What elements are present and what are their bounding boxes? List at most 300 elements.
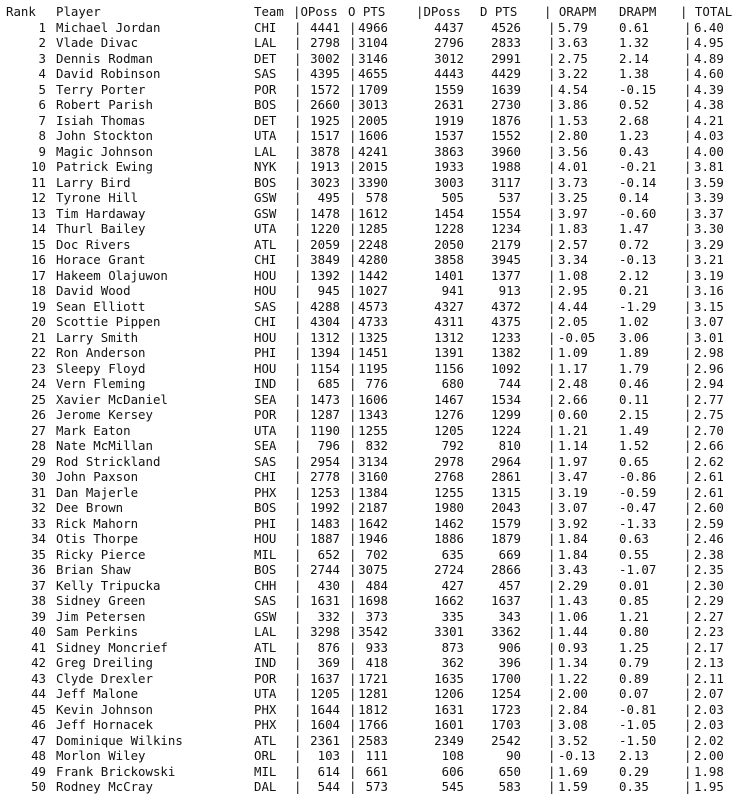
drapm-cell: 1.21 bbox=[619, 608, 649, 624]
rank-cell: 44 bbox=[31, 686, 46, 701]
total-cell: 3.81 bbox=[694, 159, 724, 174]
rank-header: Rank bbox=[6, 4, 36, 19]
player-name: Morlon Wiley bbox=[56, 748, 146, 763]
drapm-cell: -0.60 bbox=[619, 205, 657, 221]
dposs-cell: 1537 bbox=[434, 128, 464, 143]
column-separator: | bbox=[684, 732, 692, 748]
dpts-cell: 1377 bbox=[491, 267, 521, 283]
rank-cell: 33 bbox=[31, 515, 46, 531]
dposs-cell: 1886 bbox=[434, 531, 464, 546]
column-separator: | bbox=[684, 438, 692, 453]
team-cell: DAL bbox=[254, 779, 277, 794]
column-separator: | bbox=[684, 298, 692, 314]
table-row bbox=[0, 686, 740, 702]
column-separator: | bbox=[684, 500, 692, 515]
orapm-cell: 2.80 bbox=[558, 128, 588, 143]
total-cell: 2.02 bbox=[694, 732, 724, 748]
column-separator: | bbox=[684, 577, 692, 593]
player-name: Rodney McCray bbox=[56, 779, 153, 794]
column-separator: | bbox=[684, 360, 692, 376]
column-separator: | bbox=[294, 639, 302, 655]
table-row bbox=[0, 779, 740, 795]
rank-cell: 45 bbox=[31, 701, 46, 717]
opts-cell: 111 bbox=[365, 748, 388, 763]
player-name: Tyrone Hill bbox=[56, 190, 139, 205]
oposs-cell: 2660 bbox=[310, 97, 340, 112]
player-header: Player bbox=[56, 4, 101, 19]
column-separator: | bbox=[548, 345, 556, 360]
player-name: Hakeem Olajuwon bbox=[56, 267, 168, 283]
dpts-cell: 906 bbox=[498, 639, 521, 655]
drapm-cell: -1.05 bbox=[619, 717, 657, 732]
dpts-cell: 1382 bbox=[491, 345, 521, 360]
column-separator: | bbox=[548, 438, 556, 453]
drapm-cell: 0.35 bbox=[619, 779, 649, 794]
opts-cell: 373 bbox=[365, 608, 388, 624]
player-name: Terry Porter bbox=[56, 81, 146, 97]
drapm-cell: 0.55 bbox=[619, 546, 649, 562]
column-separator: | bbox=[294, 66, 302, 81]
total-cell: 4.95 bbox=[694, 35, 724, 50]
team-cell: PHI bbox=[254, 515, 277, 531]
dpts-cell: 3362 bbox=[491, 624, 521, 639]
column-separator: | bbox=[349, 112, 357, 128]
dpts-cell: 1703 bbox=[491, 717, 521, 732]
opts-cell: 1255 bbox=[358, 422, 388, 438]
column-separator: | bbox=[548, 159, 556, 174]
player-name: Jeff Malone bbox=[56, 686, 139, 701]
orapm-cell: 0.93 bbox=[558, 639, 588, 655]
column-separator: | bbox=[548, 422, 556, 438]
table-row bbox=[0, 500, 740, 516]
dposs-cell: 3003 bbox=[434, 174, 464, 190]
drapm-cell: -0.47 bbox=[619, 500, 657, 515]
total-cell: 3.39 bbox=[694, 190, 724, 205]
dpts-cell: 1315 bbox=[491, 484, 521, 500]
column-separator: | bbox=[294, 252, 302, 267]
orapm-cell: 2.84 bbox=[558, 701, 588, 717]
oposs-cell: 1287 bbox=[310, 407, 340, 422]
drapm-cell: -0.14 bbox=[619, 174, 657, 190]
rank-cell: 24 bbox=[31, 376, 46, 391]
orapm-cell: 2.05 bbox=[558, 314, 588, 329]
table-row bbox=[0, 35, 740, 51]
column-separator: | bbox=[349, 639, 357, 655]
total-cell: 3.15 bbox=[694, 298, 724, 314]
column-separator: | bbox=[684, 112, 692, 128]
total-cell: 2.07 bbox=[694, 686, 724, 701]
column-separator: | bbox=[349, 701, 357, 717]
oposs-cell: 3849 bbox=[310, 252, 340, 267]
total-cell: 3.19 bbox=[694, 267, 724, 283]
opts-cell: 3075 bbox=[358, 562, 388, 577]
total-cell: 3.07 bbox=[694, 314, 724, 329]
dpts-cell: 2730 bbox=[491, 97, 521, 112]
table-row bbox=[0, 299, 740, 315]
table-row bbox=[0, 51, 740, 67]
rank-cell: 34 bbox=[31, 531, 46, 546]
opts-header: O PTS bbox=[348, 4, 386, 19]
team-cell: BOS bbox=[254, 174, 277, 190]
rank-cell: 48 bbox=[31, 748, 46, 763]
column-separator: | bbox=[349, 97, 357, 112]
oposs-cell: 1992 bbox=[310, 500, 340, 515]
team-cell: GSW bbox=[254, 190, 277, 205]
dposs-cell: 941 bbox=[441, 283, 464, 298]
player-name: Tim Hardaway bbox=[56, 205, 146, 221]
player-name: Sam Perkins bbox=[56, 624, 139, 639]
oposs-cell: 1572 bbox=[310, 81, 340, 97]
team-cell: NYK bbox=[254, 159, 277, 174]
total-cell: 2.70 bbox=[694, 422, 724, 438]
opts-cell: 3160 bbox=[358, 469, 388, 484]
orapm-cell: 3.19 bbox=[558, 484, 588, 500]
team-cell: CHI bbox=[254, 252, 277, 267]
dposs-cell: 1631 bbox=[434, 701, 464, 717]
column-separator: | bbox=[684, 283, 692, 298]
column-separator: | bbox=[294, 267, 302, 283]
oposs-cell: 1631 bbox=[310, 593, 340, 608]
team-cell: BOS bbox=[254, 500, 277, 515]
orapm-cell: 4.54 bbox=[558, 81, 588, 97]
team-cell: DET bbox=[254, 50, 277, 66]
column-separator: | bbox=[349, 624, 357, 639]
column-separator: | bbox=[548, 670, 556, 686]
oposs-cell: 1253 bbox=[310, 484, 340, 500]
column-separator: | bbox=[548, 19, 556, 35]
column-separator: | bbox=[294, 360, 302, 376]
total-cell: 2.17 bbox=[694, 639, 724, 655]
column-separator: | bbox=[349, 670, 357, 686]
column-separator: | bbox=[294, 546, 302, 562]
column-separator: | bbox=[349, 779, 357, 794]
opts-cell: 2015 bbox=[358, 159, 388, 174]
oposs-cell: 1190 bbox=[310, 422, 340, 438]
column-separator: | bbox=[294, 624, 302, 639]
team-cell: SAS bbox=[254, 66, 277, 81]
drapm-cell: 1.23 bbox=[619, 128, 649, 143]
table-row bbox=[0, 733, 740, 749]
team-cell: DET bbox=[254, 112, 277, 128]
team-cell: ATL bbox=[254, 236, 277, 252]
drapm-cell: 0.61 bbox=[619, 19, 649, 35]
dposs-cell: 1980 bbox=[434, 500, 464, 515]
team-cell: HOU bbox=[254, 267, 277, 283]
column-separator: | bbox=[294, 608, 302, 624]
player-name: Larry Smith bbox=[56, 329, 139, 345]
header-row bbox=[0, 4, 740, 20]
orapm-cell: 1.44 bbox=[558, 624, 588, 639]
opts-cell: 2005 bbox=[358, 112, 388, 128]
opts-cell: 2248 bbox=[358, 236, 388, 252]
column-separator: | bbox=[684, 453, 692, 469]
dpts-cell: 650 bbox=[498, 763, 521, 779]
column-separator: | bbox=[349, 267, 357, 283]
rank-cell: 46 bbox=[31, 717, 46, 732]
oposs-cell: 3298 bbox=[310, 624, 340, 639]
dposs-cell: 4443 bbox=[434, 66, 464, 81]
column-separator: | bbox=[349, 748, 357, 763]
column-separator: | bbox=[684, 236, 692, 252]
column-separator: | bbox=[684, 174, 692, 190]
orapm-cell: 1.09 bbox=[558, 345, 588, 360]
team-cell: GSW bbox=[254, 205, 277, 221]
column-separator: | bbox=[684, 252, 692, 267]
team-cell: UTA bbox=[254, 686, 277, 701]
table-row bbox=[0, 252, 740, 268]
table-row bbox=[0, 268, 740, 284]
dposs-cell: 1401 bbox=[434, 267, 464, 283]
orapm-cell: 3.47 bbox=[558, 469, 588, 484]
oposs-cell: 1473 bbox=[310, 391, 340, 407]
dpts-cell: 1879 bbox=[491, 531, 521, 546]
total-cell: 3.29 bbox=[694, 236, 724, 252]
orapm-cell: 3.97 bbox=[558, 205, 588, 221]
column-separator: | bbox=[548, 314, 556, 329]
column-separator: | bbox=[349, 298, 357, 314]
player-name: Sidney Green bbox=[56, 593, 146, 608]
column-separator: | bbox=[548, 81, 556, 97]
drapm-cell: 1.32 bbox=[619, 35, 649, 50]
drapm-cell: 2.68 bbox=[619, 112, 649, 128]
table-row bbox=[0, 624, 740, 640]
column-separator: | bbox=[349, 484, 357, 500]
player-name: John Stockton bbox=[56, 128, 153, 143]
column-separator: | bbox=[349, 732, 357, 748]
drapm-cell: 0.14 bbox=[619, 190, 649, 205]
dposs-cell: 1156 bbox=[434, 360, 464, 376]
orapm-cell: 1.08 bbox=[558, 267, 588, 283]
column-separator: | bbox=[548, 35, 556, 50]
column-separator: | bbox=[684, 655, 692, 670]
column-separator: | bbox=[548, 391, 556, 407]
player-name: Larry Bird bbox=[56, 174, 131, 190]
table-row bbox=[0, 144, 740, 160]
orapm-cell: 1.14 bbox=[558, 438, 588, 453]
column-separator: | bbox=[684, 190, 692, 205]
column-separator: | bbox=[548, 143, 556, 159]
drapm-cell: 0.11 bbox=[619, 391, 649, 407]
dpts-cell: 1637 bbox=[491, 593, 521, 608]
oposs-cell: 4288 bbox=[310, 298, 340, 314]
column-separator: | bbox=[548, 701, 556, 717]
column-separator: | bbox=[684, 562, 692, 577]
column-separator: | bbox=[294, 655, 302, 670]
oposs-cell: 3023 bbox=[310, 174, 340, 190]
team-cell: MIL bbox=[254, 763, 277, 779]
column-separator: | bbox=[294, 469, 302, 484]
team-cell: LAL bbox=[254, 143, 277, 159]
column-separator: | bbox=[548, 360, 556, 376]
dpts-cell: 2833 bbox=[491, 35, 521, 50]
total-cell: 2.11 bbox=[694, 670, 724, 686]
column-separator: | bbox=[548, 329, 556, 345]
orapm-cell: 1.17 bbox=[558, 360, 588, 376]
opts-cell: 1325 bbox=[358, 329, 388, 345]
rank-cell: 40 bbox=[31, 624, 46, 639]
column-separator: | bbox=[684, 314, 692, 329]
opts-cell: 1027 bbox=[358, 283, 388, 298]
player-name: Robert Parish bbox=[56, 97, 153, 112]
column-separator: | bbox=[548, 484, 556, 500]
opts-cell: 2583 bbox=[358, 732, 388, 748]
total-cell: 2.23 bbox=[694, 624, 724, 639]
opts-cell: 4573 bbox=[358, 298, 388, 314]
column-separator: | bbox=[349, 159, 357, 174]
dpts-cell: 4375 bbox=[491, 314, 521, 329]
dpts-cell: 2964 bbox=[491, 453, 521, 469]
team-cell: IND bbox=[254, 655, 277, 670]
dposs-cell: 427 bbox=[441, 577, 464, 593]
column-separator: | bbox=[548, 608, 556, 624]
dpts-cell: 1299 bbox=[491, 407, 521, 422]
player-name: David Robinson bbox=[56, 66, 161, 81]
orapm-cell: 1.97 bbox=[558, 453, 588, 469]
column-separator: | bbox=[684, 717, 692, 732]
dpts-cell: 4372 bbox=[491, 298, 521, 314]
column-separator: | bbox=[349, 143, 357, 159]
table-row bbox=[0, 66, 740, 82]
opts-cell: 418 bbox=[365, 655, 388, 670]
opts-cell: 4241 bbox=[358, 143, 388, 159]
team-cell: SAS bbox=[254, 593, 277, 608]
drapm-cell: 1.02 bbox=[619, 314, 649, 329]
column-separator: | bbox=[294, 159, 302, 174]
dposs-cell: 505 bbox=[441, 190, 464, 205]
table-row bbox=[0, 159, 740, 175]
orapm-cell: 1.84 bbox=[558, 546, 588, 562]
column-separator: | bbox=[548, 655, 556, 670]
oposs-cell: 1644 bbox=[310, 701, 340, 717]
dposs-cell: 362 bbox=[441, 655, 464, 670]
dposs-cell: 1635 bbox=[434, 670, 464, 686]
opts-cell: 1285 bbox=[358, 221, 388, 236]
column-separator: | bbox=[548, 97, 556, 112]
player-name: Xavier McDaniel bbox=[56, 391, 168, 407]
dposs-cell: 1312 bbox=[434, 329, 464, 345]
opts-cell: 1612 bbox=[358, 205, 388, 221]
column-separator: | bbox=[349, 577, 357, 593]
orapm-cell: 2.66 bbox=[558, 391, 588, 407]
oposs-header: |OPoss bbox=[293, 4, 338, 19]
drapm-cell: 1.25 bbox=[619, 639, 649, 655]
total-cell: 2.03 bbox=[694, 701, 724, 717]
table-row bbox=[0, 175, 740, 191]
rank-cell: 25 bbox=[31, 391, 46, 407]
column-separator: | bbox=[294, 531, 302, 546]
table-row bbox=[0, 423, 740, 439]
table-row bbox=[0, 609, 740, 625]
table-row bbox=[0, 454, 740, 470]
rank-cell: 50 bbox=[31, 779, 46, 794]
column-separator: | bbox=[684, 128, 692, 143]
dposs-cell: 4311 bbox=[434, 314, 464, 329]
orapm-cell: 3.22 bbox=[558, 66, 588, 81]
oposs-cell: 1887 bbox=[310, 531, 340, 546]
opts-cell: 776 bbox=[365, 376, 388, 391]
dposs-cell: 335 bbox=[441, 608, 464, 624]
column-separator: | bbox=[684, 267, 692, 283]
opts-cell: 484 bbox=[365, 577, 388, 593]
column-separator: | bbox=[349, 128, 357, 143]
rank-cell: 6 bbox=[38, 97, 46, 112]
player-name: Ron Anderson bbox=[56, 345, 146, 360]
oposs-cell: 652 bbox=[317, 546, 340, 562]
table-row bbox=[0, 407, 740, 423]
team-cell: PHI bbox=[254, 345, 277, 360]
dpts-cell: 537 bbox=[498, 190, 521, 205]
oposs-cell: 1483 bbox=[310, 515, 340, 531]
opts-cell: 661 bbox=[365, 763, 388, 779]
column-separator: | bbox=[294, 298, 302, 314]
dposs-cell: 1391 bbox=[434, 345, 464, 360]
opts-cell: 578 bbox=[365, 190, 388, 205]
total-cell: 2.59 bbox=[694, 515, 724, 531]
rank-cell: 11 bbox=[31, 174, 46, 190]
column-separator: | bbox=[294, 19, 302, 35]
drapm-cell: 0.43 bbox=[619, 143, 649, 159]
dposs-cell: 1601 bbox=[434, 717, 464, 732]
player-name: Patrick Ewing bbox=[56, 159, 153, 174]
column-separator: | bbox=[349, 66, 357, 81]
orapm-cell: 1.34 bbox=[558, 655, 588, 670]
oposs-cell: 2361 bbox=[310, 732, 340, 748]
rank-cell: 42 bbox=[31, 655, 46, 670]
dpts-cell: 1092 bbox=[491, 360, 521, 376]
dpts-cell: 90 bbox=[506, 748, 521, 763]
column-separator: | bbox=[548, 562, 556, 577]
drapm-cell: 0.46 bbox=[619, 376, 649, 391]
rank-cell: 4 bbox=[38, 66, 46, 81]
column-separator: | bbox=[349, 174, 357, 190]
dpts-cell: 1254 bbox=[491, 686, 521, 701]
dpts-cell: 1876 bbox=[491, 112, 521, 128]
orapm-cell: 2.00 bbox=[558, 686, 588, 701]
rank-cell: 19 bbox=[31, 298, 46, 314]
total-cell: 2.03 bbox=[694, 717, 724, 732]
column-separator: | bbox=[294, 190, 302, 205]
drapm-cell: 2.14 bbox=[619, 50, 649, 66]
team-cell: POR bbox=[254, 81, 277, 97]
column-separator: | bbox=[294, 81, 302, 97]
opts-cell: 1384 bbox=[358, 484, 388, 500]
player-name: Sleepy Floyd bbox=[56, 360, 146, 376]
rank-cell: 35 bbox=[31, 546, 46, 562]
dpts-cell: 810 bbox=[498, 438, 521, 453]
player-name: Magic Johnson bbox=[56, 143, 153, 159]
opts-cell: 1642 bbox=[358, 515, 388, 531]
column-separator: | bbox=[548, 128, 556, 143]
column-separator: | bbox=[294, 97, 302, 112]
team-cell: UTA bbox=[254, 128, 277, 143]
oposs-cell: 945 bbox=[317, 283, 340, 298]
table-row bbox=[0, 748, 740, 764]
dposs-cell: 2796 bbox=[434, 35, 464, 50]
oposs-cell: 876 bbox=[317, 639, 340, 655]
column-separator: | bbox=[548, 453, 556, 469]
dpts-header: D PTS bbox=[480, 4, 518, 19]
drapm-cell: -0.15 bbox=[619, 81, 657, 97]
rank-cell: 7 bbox=[38, 112, 46, 128]
column-separator: | bbox=[294, 283, 302, 298]
orapm-header: | ORAPM bbox=[544, 4, 597, 19]
player-name: John Paxson bbox=[56, 469, 139, 484]
dposs-cell: 1462 bbox=[434, 515, 464, 531]
total-cell: 2.29 bbox=[694, 593, 724, 608]
dpts-cell: 913 bbox=[498, 283, 521, 298]
column-separator: | bbox=[684, 701, 692, 717]
team-cell: LAL bbox=[254, 35, 277, 50]
